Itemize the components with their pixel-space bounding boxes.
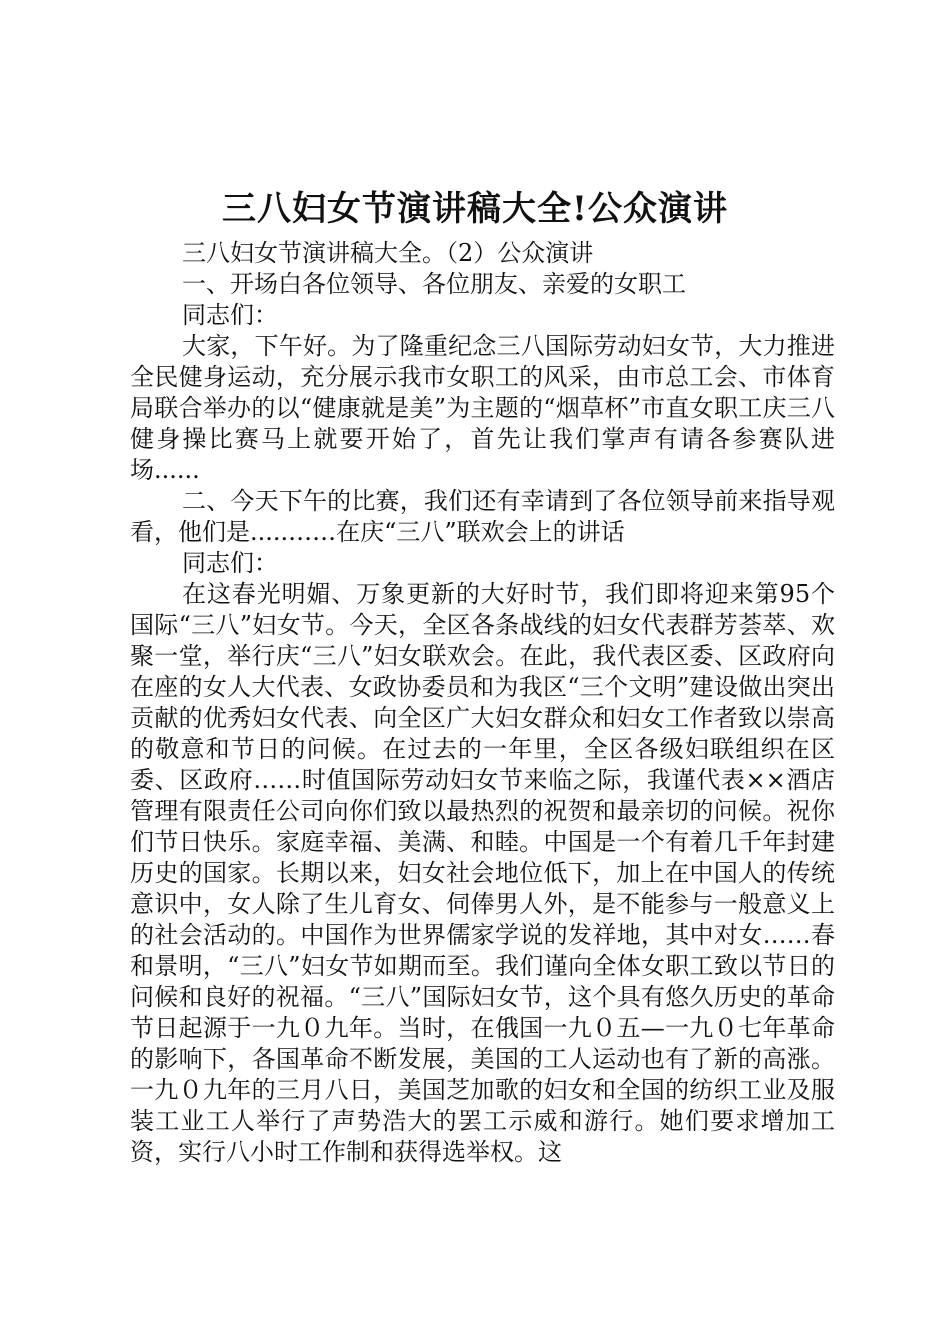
paragraph-salutation-2: 同志们： xyxy=(182,549,278,577)
paragraph-subtitle: 三八妇女节演讲稿大全。（2）公众演讲 xyxy=(182,239,594,267)
document-title: 三八妇女节演讲稿大全!公众演讲 xyxy=(222,189,728,229)
paragraph-guests: 二、今天下午的比赛，我们还有幸请到了各位领导前来指导观看，他们是.....……在庆“三八”联欢会上的讲话 xyxy=(130,487,835,546)
document-body xyxy=(130,238,835,1168)
paragraph-main-speech: 在这春光明媚、万象更新的大好时节，我们即将迎来第95个国际“三八”妇女节。今天，全区各条战线的妇女代表群芳荟萃、欢聚一堂，举行庆“三八”妇女联欢会。在此，我代表区委、区政府向在座的女人大代表、女政协委员和为我区“三个文明”建设做出突出贡献的优秀妇女代表、向全区广大妇女群众和妇女工作者致以崇高的敬意和节日的问候。在过去的一年里，全区各级妇联组织在区委、区政府……时值国际劳动妇女节来临之际，我谨代表××酒店管理有限责任公司向你们致以最热烈的祝贺和最亲切的问候。祝你们节日快乐。家庭幸福、美满、和睦。中国是一个有着几千年封建历史的国家。长期以来，妇女社会地位低下，加上在中国人的传统意识中，女人除了生儿育女、伺俸男人外，是不能参与一般意义上的社会活动的。中国作为世界儒家学说的发祥地，其中对女……春和景明，“三八”妇女节如期而至。我们谨向全体女职工致以节日的问候和良好的祝福。“三八”国际妇女节，这个具有悠久历史的革命节日起源于一九０九年。当时，在俄国一九０五—一九０七年革命的影响下，各国革命不断发展，美国的工人运动也有了新的高涨。一九０九年的三月八日，美国芝加歌的妇女和全国的纺织工业及服装工业工人举行了声势浩大的罢工示威和游行。她们要求增加工资，实行八小时工作制和获得选举权。这 xyxy=(130,580,835,1166)
paragraph-opening: 一、开场白各位领导、各位朋友、亲爱的女职工 xyxy=(182,270,686,298)
paragraph-greeting: 大家，下午好。为了隆重纪念三八国际劳动妇女节，大力推进全民健身运动，充分展示我市女职工的风采，由市总工会、市体育局联合举办的以“健康就是美”为主题的“烟草杯”市直女职工庆三八健身操比赛马上就要开始了，首先让我们掌声有请各参赛队进场...... xyxy=(130,332,835,484)
paragraph-salutation: 同志们： xyxy=(182,301,278,329)
